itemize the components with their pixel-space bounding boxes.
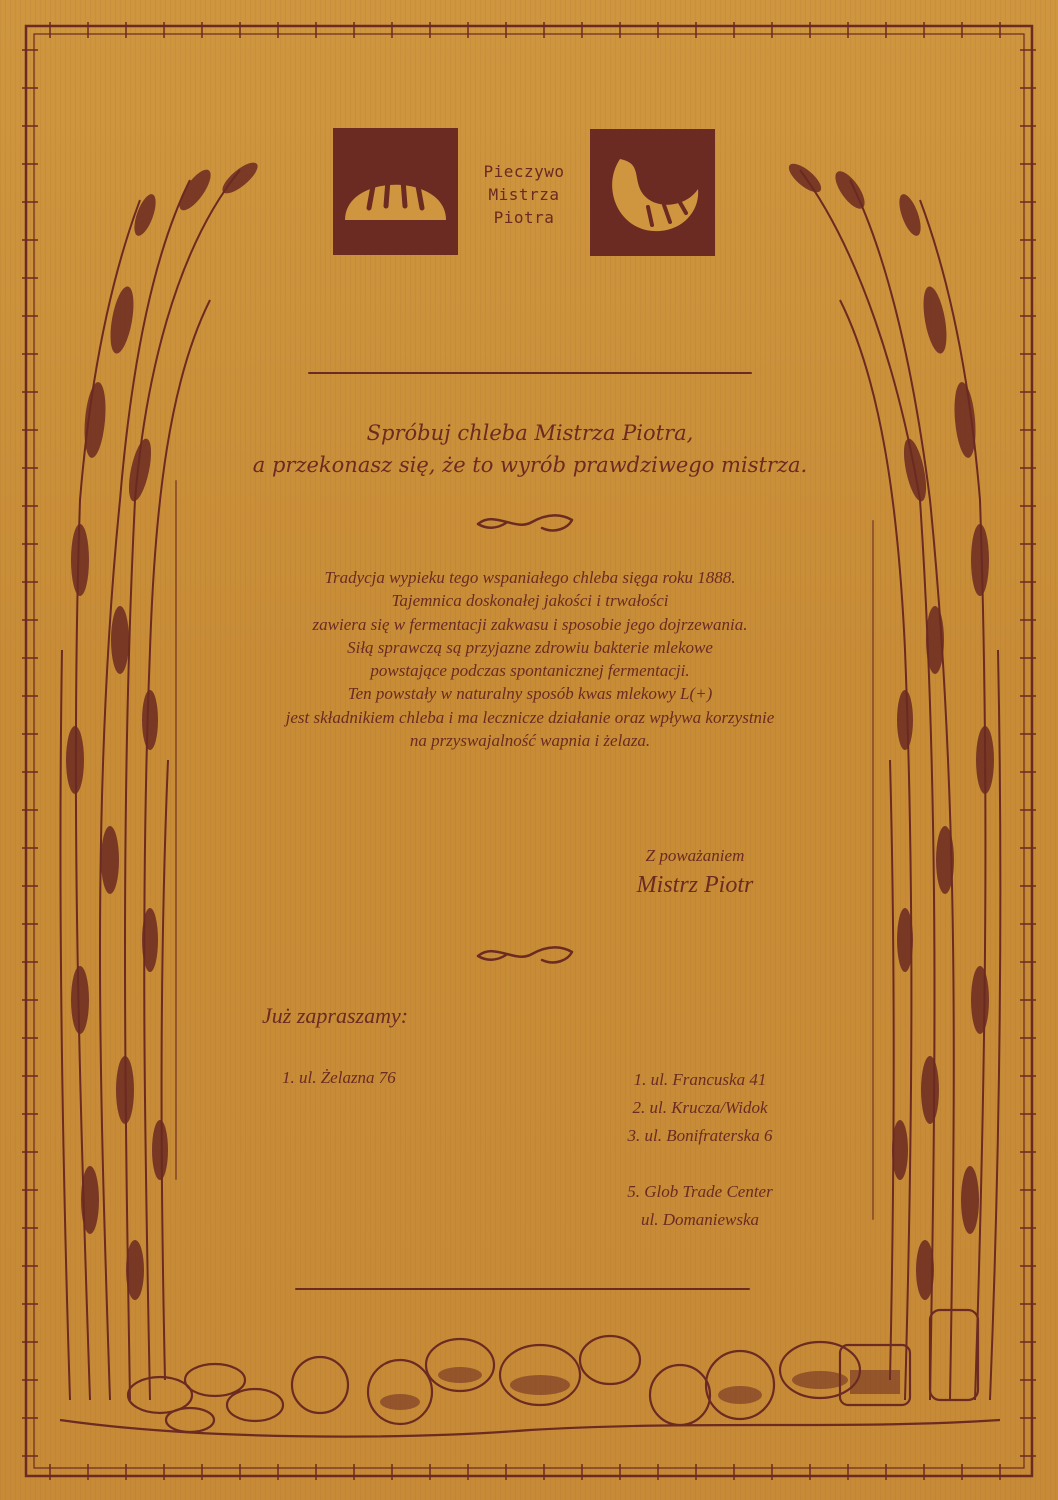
body-line-4: Siłą sprawczą są przyjazne zdrowiu bakterie mlekowe [347,637,713,657]
address-item: ul. Domaniewska [640,1210,760,1229]
headline-line-1: Spróbuj chleba Mistrza Piotra, [366,421,694,445]
addresses-left [282,1064,396,1092]
address-item: 2. ul. Krucza/Widok [632,1098,768,1117]
body-line-6: Ten powstały w naturalny sposób kwas mlekowy L(+) [347,684,713,704]
headline-line-2: a przekonasz się, że to wyrób prawdziwego mistrza. [252,453,808,477]
body-text [190,566,870,752]
closing-signature: Mistrz Piotr [636,872,754,898]
body-line-1: Tradycja wypieku tego wspaniałego chleba sięga roku 1888. [324,568,736,587]
addresses-right [580,1066,820,1234]
address-item: 3. ul. Bonifraterska 6 [627,1126,773,1145]
swash-ornament-bottom [470,940,580,970]
bottom-divider [295,1288,750,1290]
body-line-7: jest składnikiem chleba i ma lecznicze działanie oraz wpływa korzystnie [285,707,775,727]
brand-name [458,160,590,229]
brand-line-3: Piotra [493,208,555,227]
bread-loaf-icon [333,128,458,255]
body-line-3: zawiera się w fermentacji zakwasu i sposobie jego dojrzewania. [312,614,748,634]
croissant-icon [590,129,715,256]
address-item: 1. ul. Francuska 41 [633,1070,767,1089]
body-line-5: powstające podczas spontanicznej fermentacji. [370,661,690,681]
side-line-right [872,520,874,1220]
body-line-2: Tajemnica doskonałej jakości i trwałości [391,591,669,611]
brand-line-1: Pieczywo [483,162,565,181]
bottom-produce-shading [380,1367,900,1410]
swash-ornament-top [470,508,580,538]
top-divider [308,372,752,374]
brand-line-2: Mistrza [488,185,560,204]
side-line-left [175,480,177,1180]
address-item: 1. ul. Żelazna 76 [282,1068,396,1087]
body-line-8: na przyswajalność wapnia i żelaza. [409,731,651,751]
headline [200,417,860,481]
closing-greeting: Z poważaniem [645,846,745,865]
closing [600,844,790,902]
address-spacer [580,1150,820,1178]
address-item: 5. Glob Trade Center [627,1182,773,1201]
invite-heading: Już zapraszamy: [262,1003,409,1028]
